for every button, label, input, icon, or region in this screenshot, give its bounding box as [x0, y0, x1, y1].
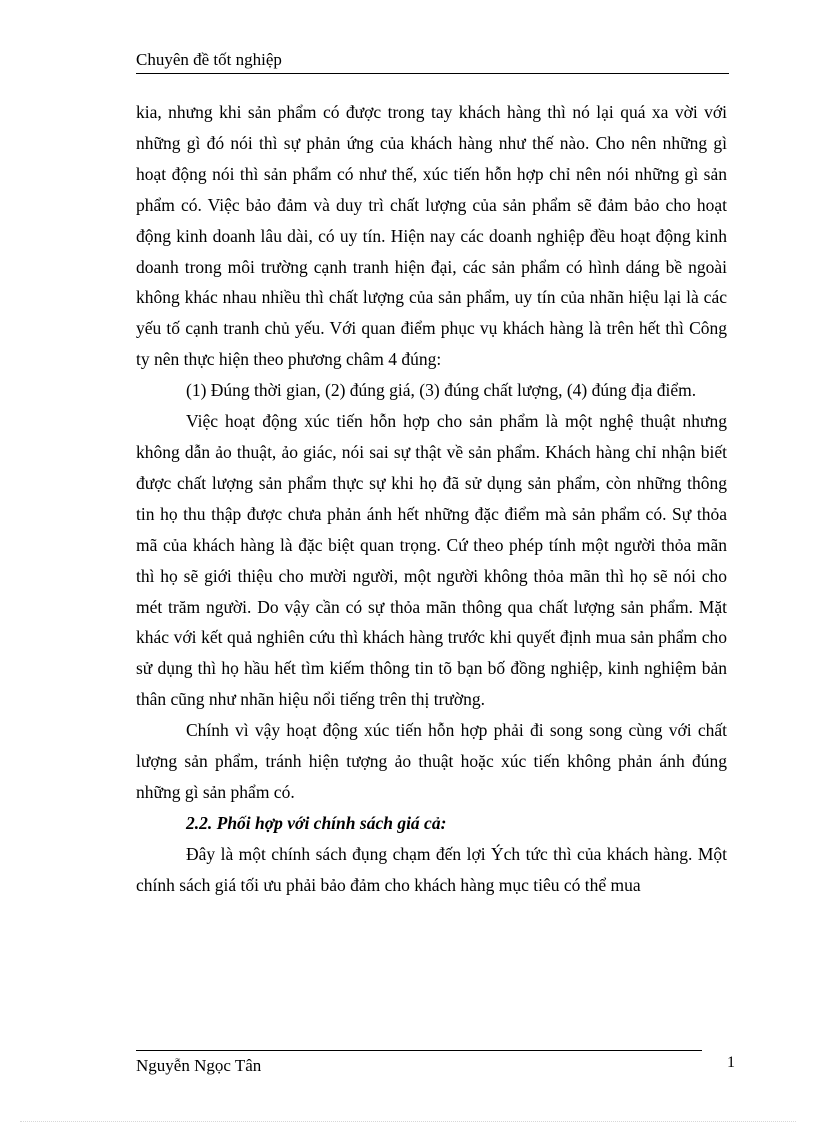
paragraph-principles: (1) Đúng thời gian, (2) đúng giá, (3) đúng chất lượng, (4) đúng địa điểm. — [186, 380, 697, 401]
document-body — [136, 97, 727, 901]
paragraph-pricing: Đây là một chính sách đụng chạm đến lợi Ých tức thì của khách hàng. Một chính sách giá tối ưu phải bảo đảm cho khách hàng mục tiêu có thể mua — [136, 843, 727, 895]
page-number: 1 — [727, 1054, 735, 1071]
page-edge-divider — [20, 1121, 796, 1122]
section-heading: 2.2. Phối hợp với chính sách giá cả: — [186, 812, 447, 833]
footer-author: Nguyễn Ngọc Tân — [136, 1056, 262, 1075]
paragraph-continuation: kia, nhưng khi sản phẩm có được trong tay khách hàng thì nó lại quá xa vời với những gì đó nói thì sự phản ứng của khách hàng như thế nào. Cho nên những gì hoạt động nói thì sản phẩm có như thế, xúc tiến hỗn hợp chỉ nên nói những gì sản phẩm có. Việc bảo đảm và duy trì chất lượng của sản phẩm sẽ đảm bảo cho hoạt động kinh doanh lâu dài, có uy tín. Hiện nay các doanh nghiệp đều hoạt động kinh doanh trong môi trường cạnh tranh hiện đại, các sản phẩm có hình dáng bề ngoài không khác nhau nhiều thì chất lượng của sản phẩm, uy tín của nhãn hiệu lại là các yếu tố cạnh tranh chủ yếu. Với quan điểm phục vụ khách hàng là trên hết thì Công ty nên thực hiện theo phương châm 4 đúng: — [136, 102, 727, 370]
page-header — [136, 49, 729, 74]
footer-divider — [136, 1050, 702, 1051]
paragraph-conclusion: Chính vì vậy hoạt động xúc tiến hỗn hợp phải đi song song cùng với chất lượng sản phẩm, tránh hiện tượng ảo thuật hoặc xúc tiến không phản ánh đúng những gì sản phẩm có. — [136, 720, 727, 802]
paragraph-promotion: Việc hoạt động xúc tiến hỗn hợp cho sản phẩm là một nghệ thuật nhưng không dẫn ảo thuật, ảo giác, nói sai sự thật về sản phẩm. Khách hàng chỉ nhận biết được chất lượng sản phẩm thực sự khi họ đã sử dụng sản phẩm, còn những thông tin họ thu thập được chưa phản ánh hết những đặc điểm mà sản phẩm có. Sự thỏa mã của khách hàng là đặc biệt quan trọng. Cứ theo phép tính một người thỏa mãn thì họ sẽ giới thiệu cho mười người, một người không thỏa mãn thì họ sẽ nói cho mét trăm người. Do vậy cần có sự thỏa mãn thông qua chất lượng sản phẩm. Mặt khác với kết quả nghiên cứu thì khách hàng trước khi quyết định mua sản phẩm cho sử dụng thì họ hầu hết tìm kiếm thông tin tõ bạn bố đồng nghiệp, kinh nghiệm bản thân cũng như nhãn hiệu nổi tiếng trên thị trường. — [136, 411, 727, 710]
header-title: Chuyên đề tốt nghiệp — [136, 50, 282, 69]
